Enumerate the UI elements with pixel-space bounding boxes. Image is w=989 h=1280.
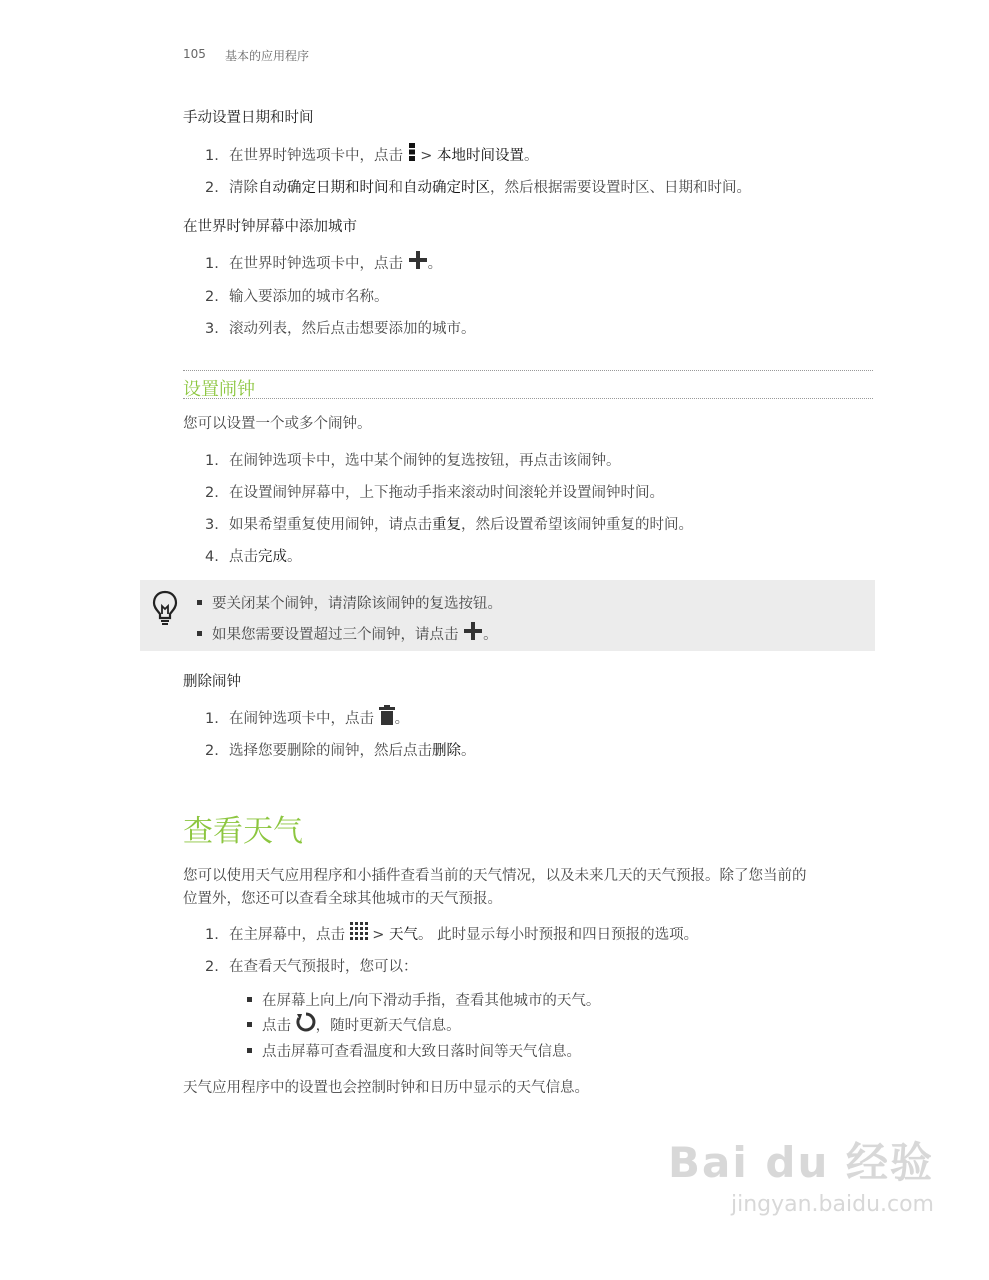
chapter-title: 基本的应用程序 <box>225 49 310 63</box>
bullet-icon <box>247 1048 252 1053</box>
list-item: 2. 输入要添加的城市名称。 <box>205 289 389 305</box>
bullet-item: 在屏幕上向上/向下滑动手指，查看其他城市的天气。 <box>247 989 600 1010</box>
apps-grid-icon <box>350 922 368 944</box>
plus-icon <box>408 250 428 274</box>
list-item: 1. 在主屏幕中，点击 > 天气。 此时显示每小时预报和四日预报的选项。 <box>205 923 698 946</box>
page-number: 105 <box>183 47 206 61</box>
list-item: 4. 点击完成。 <box>205 549 302 565</box>
list-item: 2. 在查看天气预报时，您可以： <box>205 959 418 975</box>
tip-item: 如果您需要设置超过三个闹钟，请点击 。 <box>197 623 498 647</box>
list-item: 1. 在世界时钟选项卡中，点击 > 本地时间设置。 <box>205 144 538 167</box>
heading-set-alarm: 设置闹钟 <box>183 379 255 400</box>
menu-icon <box>408 143 416 165</box>
watermark <box>668 1130 934 1217</box>
heading-weather: 查看天气 <box>183 814 303 849</box>
bullet-icon <box>197 631 202 636</box>
list-item: 2. 在设置闹钟屏幕中，上下拖动手指来滚动时间滚轮并设置闹钟时间。 <box>205 485 664 501</box>
heading-manual-time: 手动设置日期和时间 <box>183 110 314 126</box>
list-item: 3. 如果希望重复使用闹钟，请点击重复，然后设置希望该闹钟重复的时间。 <box>205 517 693 533</box>
refresh-icon <box>296 1012 316 1036</box>
bullet-item: 点击屏幕可查看温度和大致日落时间等天气信息。 <box>247 1040 581 1061</box>
list-item: 2. 清除自动确定日期和时间和自动确定时区，然后根据需要设置时区、日期和时间。 <box>205 180 751 196</box>
list-item: 3. 滚动列表，然后点击想要添加的城市。 <box>205 321 476 337</box>
list-item: 1. 在闹钟选项卡中，点击 。 <box>205 707 409 731</box>
weather-intro-line2: 位置外，您还可以查看全球其他城市的天气预报。 <box>183 891 502 907</box>
plus-icon <box>463 621 483 645</box>
tip-item: 要关闭某个闹钟，请清除该闹钟的复选按钮。 <box>197 592 502 613</box>
weather-intro-line1: 您可以使用天气应用程序和小插件查看当前的天气情况，以及未来几天的天气预报。除了您当前的 <box>183 868 807 884</box>
lightbulb-icon <box>152 590 178 630</box>
watermark-logo: Bai du 经验 <box>668 1138 934 1187</box>
heading-delete-alarm: 删除闹钟 <box>183 674 241 690</box>
weather-footer-note: 天气应用程序中的设置也会控制时钟和日历中显示的天气信息。 <box>183 1080 589 1096</box>
list-item: 1. 在世界时钟选项卡中，点击 。 <box>205 252 442 276</box>
divider <box>183 370 873 371</box>
list-item: 1. 在闹钟选项卡中，选中某个闹钟的复选按钮，再点击该闹钟。 <box>205 453 621 469</box>
alarm-intro: 您可以设置一个或多个闹钟。 <box>183 416 372 432</box>
bullet-icon <box>247 997 252 1002</box>
trash-icon <box>379 705 395 729</box>
divider <box>183 398 873 399</box>
heading-add-city: 在世界时钟屏幕中添加城市 <box>183 219 357 235</box>
watermark-url: jingyan.baidu.com <box>730 1192 934 1217</box>
bullet-item: 点击 ，随时更新天气信息。 <box>247 1014 461 1038</box>
list-item: 2. 选择您要删除的闹钟，然后点击删除。 <box>205 743 476 759</box>
bullet-icon <box>197 600 202 605</box>
bullet-icon <box>247 1022 252 1027</box>
